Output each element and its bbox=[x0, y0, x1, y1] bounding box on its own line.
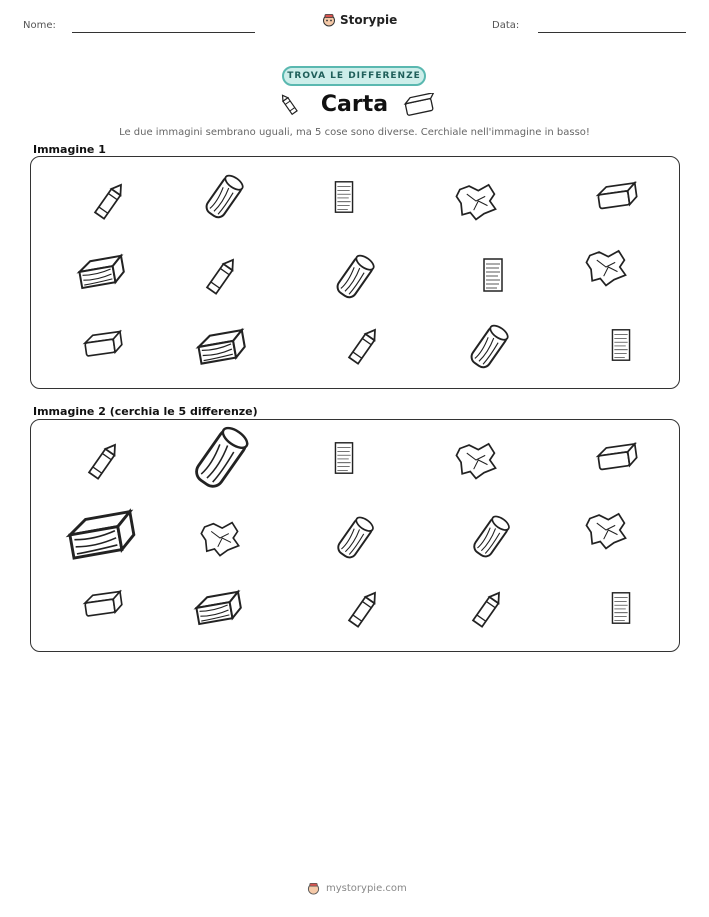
paper-sheet-icon bbox=[473, 255, 513, 295]
find-differences-badge: TROVA LE DIFFERENZE bbox=[282, 66, 426, 86]
crayon-icon bbox=[341, 325, 385, 369]
crumpled-paper-icon bbox=[453, 178, 499, 224]
eraser-icon bbox=[594, 174, 640, 220]
brand-logo bbox=[322, 13, 397, 27]
footer-url[interactable]: mystorypie.com bbox=[326, 883, 407, 894]
date-line[interactable] bbox=[538, 32, 686, 33]
eraser-icon bbox=[81, 323, 125, 367]
wood-log-icon bbox=[199, 172, 249, 222]
wood-log-icon[interactable] bbox=[331, 514, 379, 562]
crayon-icon bbox=[87, 180, 131, 224]
name-label: Nome: bbox=[23, 20, 56, 31]
crayon-icon bbox=[199, 255, 243, 299]
instructions: Le due immagini sembrano uguali, ma 5 cose sono diverse. Cerchiale nell'immagine in basso! bbox=[119, 127, 590, 138]
crumpled-paper-icon[interactable] bbox=[583, 507, 629, 553]
crayon-icon[interactable] bbox=[465, 588, 509, 632]
wood-block-icon[interactable] bbox=[65, 499, 137, 571]
wood-log-icon[interactable] bbox=[186, 423, 256, 493]
crayon-icon[interactable] bbox=[81, 440, 125, 484]
page-title: Carta bbox=[320, 92, 389, 117]
crumpled-paper-icon[interactable] bbox=[453, 437, 499, 483]
wood-log-icon bbox=[464, 322, 514, 372]
storypie-mascot-icon bbox=[322, 13, 336, 27]
paper-sheet-icon bbox=[602, 326, 640, 364]
eraser-icon[interactable] bbox=[594, 435, 640, 481]
wood-block-icon bbox=[195, 321, 247, 373]
wood-block-icon bbox=[76, 247, 126, 297]
eraser-icon bbox=[402, 93, 436, 119]
storypie-mascot-icon bbox=[307, 882, 320, 895]
wood-log-icon[interactable] bbox=[467, 513, 515, 561]
paper-sheet-icon[interactable] bbox=[325, 439, 363, 477]
footer bbox=[307, 882, 407, 895]
panel-2-label: Immagine 2 (cerchia le 5 differenze) bbox=[33, 405, 258, 418]
paper-sheet-icon[interactable] bbox=[602, 589, 640, 627]
date-label: Data: bbox=[492, 20, 520, 31]
name-line[interactable] bbox=[72, 32, 255, 33]
panel-1-label: Immagine 1 bbox=[33, 143, 106, 156]
crumpled-paper-icon bbox=[583, 244, 629, 290]
crumpled-paper-icon[interactable] bbox=[198, 516, 242, 560]
crayon-icon[interactable] bbox=[341, 588, 385, 632]
brand-name: Storypie bbox=[340, 13, 398, 27]
wood-block-icon[interactable] bbox=[193, 583, 243, 633]
wood-log-icon bbox=[330, 252, 380, 302]
picture-2-panel[interactable] bbox=[30, 419, 680, 652]
eraser-icon[interactable] bbox=[81, 583, 125, 627]
picture-1-panel bbox=[30, 156, 680, 389]
paper-sheet-icon bbox=[325, 178, 363, 216]
